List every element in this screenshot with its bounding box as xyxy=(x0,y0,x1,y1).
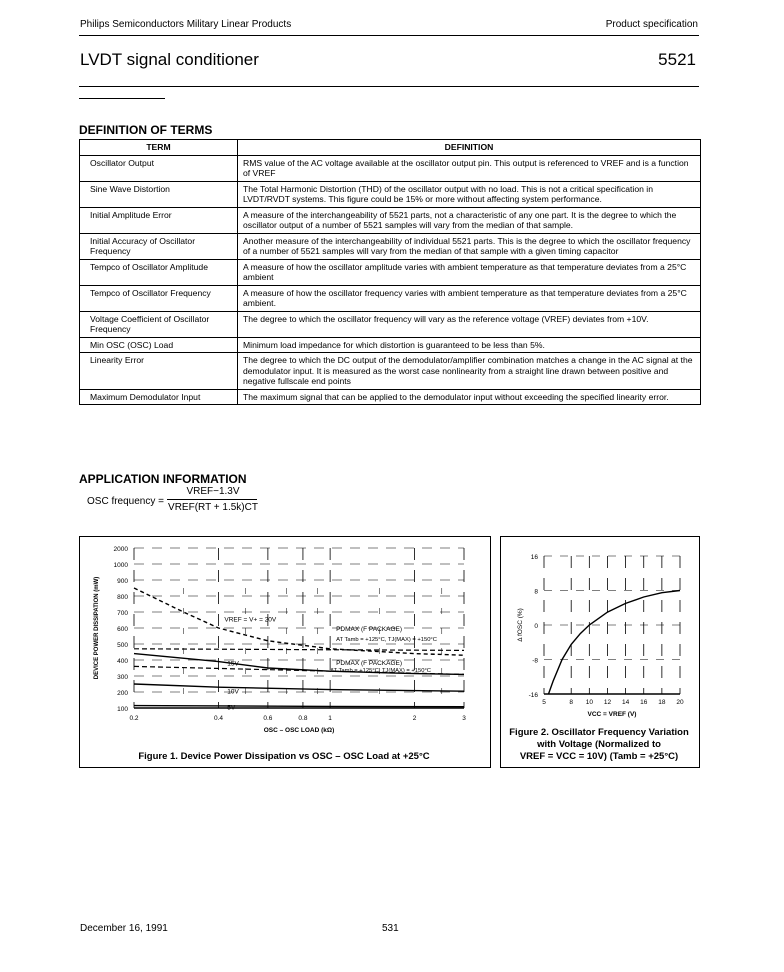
y-tick-label: 300 xyxy=(117,674,128,681)
page-title: LVDT signal conditioner xyxy=(80,50,259,69)
term-cell: Maximum Demodulator Input xyxy=(80,389,238,405)
label-pdmax-2-cond: AT Tamb = +125°C, TJ(MAX) = +150°C xyxy=(330,668,431,674)
table-row xyxy=(80,353,701,390)
x-tick-label: 0.6 xyxy=(263,715,273,722)
label-vref: VREF = V+ = 20V xyxy=(224,616,277,624)
col-term: TERM xyxy=(80,140,238,156)
term-cell: Sine Wave Distortion xyxy=(80,181,238,207)
definitions-heading: DEFINITION OF TERMS xyxy=(79,123,213,137)
definition-cell: The maximum signal that can be applied to the demodulator input without exceeding the specified linearity error. xyxy=(238,389,701,405)
term-cell: Voltage Coefficient of Oscillator Frequency xyxy=(80,311,238,337)
definitions-table xyxy=(79,139,701,405)
definition-cell: Another measure of the interchangeability of individual 5521 parts. This is the degree to which the oscillator frequency of a number of 5521 samples will vary from the median of that sample with a given timing capacitor xyxy=(238,233,701,259)
y-tick-label: 100 xyxy=(117,706,128,713)
formula-numerator: VREF−1.3V xyxy=(186,486,240,497)
y-tick-label: -8 xyxy=(532,657,538,665)
y-tick-label: 500 xyxy=(117,642,128,649)
x-tick-label: 5 xyxy=(542,699,546,706)
figure1-chart xyxy=(79,536,490,767)
label-pdmax-2: PDMAX (F PACKAGE) xyxy=(336,659,403,667)
formula-denominator: VREF(RT + 1.5k)CT xyxy=(168,502,258,513)
y-tick-label: 1000 xyxy=(113,562,128,569)
table-row xyxy=(80,207,701,233)
y-tick-label: 600 xyxy=(117,626,128,633)
term-cell: Tempco of Oscillator Amplitude xyxy=(80,259,238,285)
x-tick-label: 8 xyxy=(569,699,574,706)
figure2-caption xyxy=(500,727,698,763)
x-tick-label: 0.2 xyxy=(129,715,139,722)
definition-cell: The Total Harmonic Distortion (THD) of the oscillator output with no load. This is not a critical specification in LVDT/RVDT systems. This figure could be 15% or more without affecting system performance. xyxy=(238,181,701,207)
x-tick-label: 2 xyxy=(412,715,417,722)
x-tick-label: 14 xyxy=(621,699,630,706)
application-heading: APPLICATION INFORMATION xyxy=(79,472,247,486)
y-tick-label: 400 xyxy=(117,658,128,665)
term-cell: Oscillator Output xyxy=(80,155,238,181)
definition-cell: A measure of how the oscillator amplitude varies with ambient temperature as that temperature deviates from a 25°C ambient xyxy=(238,259,701,285)
x-tick-label: 3 xyxy=(462,715,466,722)
x-tick-label: 20 xyxy=(676,699,684,706)
table-row xyxy=(80,337,701,353)
table-row xyxy=(80,389,701,405)
y-tick-label: 16 xyxy=(530,554,538,561)
x-tick-label: 10 xyxy=(585,699,593,706)
formula-lhs: OSC frequency = xyxy=(87,496,164,507)
term-cell: Tempco of Oscillator Frequency xyxy=(80,285,238,311)
label-pdmax-1: PDMAX (F PACKAGE) xyxy=(336,626,403,634)
definition-cell: A measure of the interchangeability of 5521 parts, not a characteristic of any one part. It is the degree to which the oscillator output of a number of 5521 samples will vary from the median of that sample. xyxy=(238,207,701,233)
label-10v: 10V xyxy=(227,688,239,696)
table-row xyxy=(80,285,701,311)
title-rule xyxy=(79,86,699,87)
table-row xyxy=(80,259,701,285)
definition-cell: A measure of how the oscillator frequency varies with ambient temperature as that temperature deviates from a 25°C ambient. xyxy=(238,285,701,311)
y-tick-label: 8 xyxy=(534,588,538,596)
figure2-chart xyxy=(500,536,699,726)
y-tick-label: 800 xyxy=(117,594,128,601)
x-axis-label: OSC – OSC LOAD (kΩ) xyxy=(263,727,335,734)
part-number: 5521 xyxy=(658,50,696,69)
y-tick-label: 2000 xyxy=(113,546,128,553)
term-cell: Initial Amplitude Error xyxy=(80,207,238,233)
definition-cell: Minimum load impedance for which distortion is guaranteed to be less than 5%. xyxy=(238,337,701,353)
x-tick-label: 12 xyxy=(603,699,612,706)
definition-cell: The degree to which the DC output of the demodulator/amplifier combination matches a change in the AC signal at the demodulator input. It is measured as the worst case nonlinearity from a straight line drawn between positive and negative fullscale end points xyxy=(238,353,701,390)
footer-date: December 16, 1991 xyxy=(80,923,168,934)
figure2-caption-line2: with Voltage (Normalized to xyxy=(537,739,661,750)
title-rule-short xyxy=(79,98,165,99)
x-axis-label: VCC = VREF (V) xyxy=(587,711,637,718)
table-row xyxy=(80,181,701,207)
company-header: Philips Semiconductors Military Linear Products xyxy=(80,19,292,30)
series-line xyxy=(549,591,681,695)
col-definition: DEFINITION xyxy=(238,140,701,156)
label-15v: 15V xyxy=(227,660,239,668)
y-axis-label: DEVICE POWER DISSIPATION (mW) xyxy=(94,576,100,680)
figure2-caption-line1: Figure 2. Oscillator Frequency Variation xyxy=(509,727,689,738)
x-tick-label: 0.8 xyxy=(298,715,308,722)
page-number: 531 xyxy=(382,923,399,934)
term-cell: Linearity Error xyxy=(80,353,238,390)
x-tick-label: 18 xyxy=(658,699,666,706)
doc-type: Product specification xyxy=(605,19,698,30)
term-cell: Initial Accuracy of Oscillator Frequency xyxy=(80,233,238,259)
y-tick-label: 0 xyxy=(534,623,538,630)
fraction-bar xyxy=(167,499,257,500)
table-row xyxy=(80,233,701,259)
y-tick-label: 900 xyxy=(117,578,128,585)
header-rule xyxy=(79,35,699,36)
table-row xyxy=(80,311,701,337)
y-tick-label: -16 xyxy=(528,692,538,699)
y-tick-label: 700 xyxy=(117,610,128,617)
figure1-caption: Figure 1. Device Power Dissipation vs OSC – OSC Load at +25°C xyxy=(138,751,430,762)
x-tick-label: 16 xyxy=(640,699,648,706)
label-pdmax-1-cond: AT Tamb = +125°C, TJ(MAX) = +150°C xyxy=(336,636,437,643)
y-tick-label: 200 xyxy=(117,690,128,697)
y-axis-label: Δ fOSC (%) xyxy=(517,608,524,642)
x-tick-label: 0.4 xyxy=(213,715,223,722)
definition-cell: The degree to which the oscillator frequency will vary as the reference voltage (VREF) deviates from +10V. xyxy=(238,311,701,337)
figure2-caption-line3: VREF = VCC = 10V) (Tamb = +25°C) xyxy=(519,751,679,762)
label-5v: 5V xyxy=(227,704,236,712)
term-cell: Min OSC (OSC) Load xyxy=(80,337,238,353)
table-row xyxy=(80,155,701,181)
x-tick-label: 1 xyxy=(328,715,332,722)
definition-cell: RMS value of the AC voltage available at the oscillator output pin. This output is referenced to VREF and is a function of VREF xyxy=(238,155,701,181)
